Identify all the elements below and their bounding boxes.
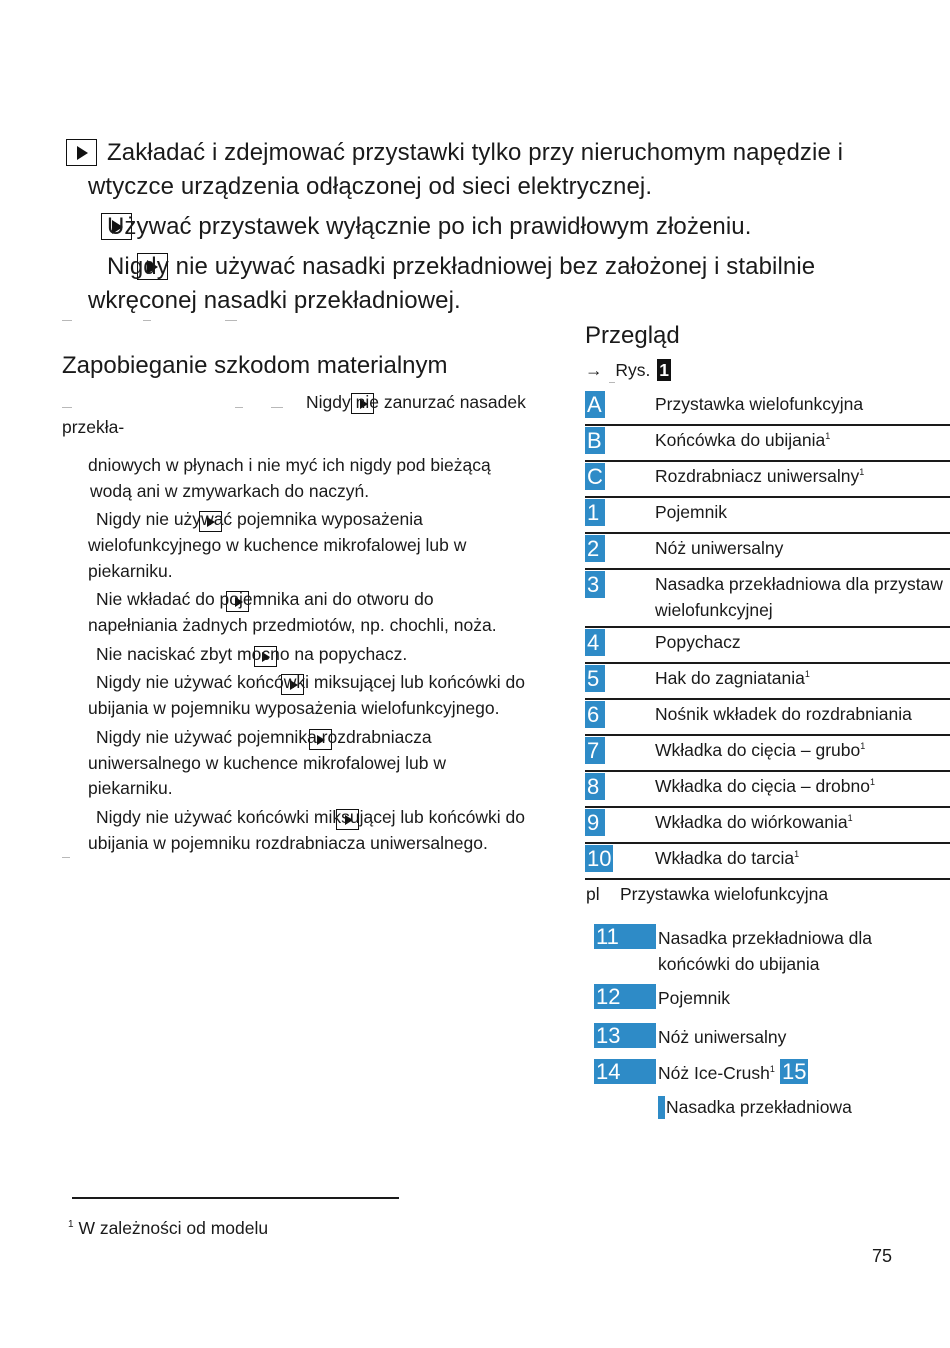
damage-item-text: uniwersalnego w kuchence mikrofalowej lub w [88,753,446,773]
item-badge: 14 [594,1059,656,1084]
footer-lang: pl [586,884,600,904]
overview-row [585,663,950,700]
damage-item-text: Nigdy nie używać pojemnika rozdrabniacza [96,727,432,747]
item-label: Rozdrabniacz uniwersalny$^1$ [655,466,865,486]
item-label: Pojemnik [658,988,730,1008]
item-label: Nasadka przekładniowa [666,1097,852,1117]
item-badge: 11 [594,924,656,949]
overview-row [585,771,950,808]
item-badge: 2 [585,535,605,562]
overview-row [585,807,950,844]
item-label: Nóż Ice-Crush$^1$ [658,1063,775,1083]
warning-1-line1: Zakładać i zdejmować przystawki tylko przy nieruchomym napędzie i [107,139,844,166]
figure-reference [585,357,671,383]
divider-mark [609,382,615,383]
item-label: Nóż uniwersalny [658,1027,787,1047]
item-label: Wkładka do wiórkowania$^1$ [655,812,853,832]
damage-item-text: Nie wkładać do pojemnika ani do otworu do [96,589,434,609]
item-badge: 12 [594,984,656,1009]
overview-row [585,461,950,498]
divider-mark [62,857,70,858]
damage-item-text: ubijania w pojemniku rozdrabniacza uniwersalnego. [88,833,488,853]
item-badge: 1 [585,499,605,526]
damage-item-text: Nigdy nie używać końcówki miksującej lub końcówki do [96,807,525,827]
divider-mark [62,407,72,408]
page-number: 75 [872,1246,893,1266]
overview-row [585,699,950,736]
divider-mark [235,407,243,408]
damage-item-text: Nie naciskać zbyt mocno na popychacz. [96,644,408,664]
section-heading: Zapobieganie szkodom materialnym [62,352,448,379]
item-label: Nasadka przekładniowa dla przystaw wielofunkcyjnej [655,574,943,620]
item-label: Wkładka do cięcia – grubo$^1$ [655,740,866,760]
damage-item-text: wielofunkcyjnego w kuchence mikrofalowej lub w [88,535,467,555]
overview-row [585,843,950,880]
item-badge: 15 [782,1059,807,1084]
item-badge: 13 [594,1023,656,1048]
item-badge: B [585,427,605,454]
item-badge: 7 [585,737,605,764]
item-badge: 6 [585,701,605,728]
footnote-rule [72,1197,399,1199]
item-badge: A [585,391,605,418]
overview-row [585,627,950,664]
overview-row [585,425,950,462]
damage-item-text: piekarniku. [88,561,173,581]
item-badge: C [585,463,605,490]
divider-mark [225,320,237,321]
overview-row [585,735,950,772]
overview-row [585,389,950,426]
item-label: Nóż uniwersalny [655,538,784,558]
item-badge: 9 [585,809,605,836]
item-label: Hak do zagniatania$^1$ [655,668,810,688]
arrow-right-icon: → [585,360,603,380]
figure-ref-number: 1 [659,360,669,380]
divider-mark [62,320,72,321]
item-badge: 3 [585,571,605,598]
damage-item-1-line2: dniowych w płynach i nie myć ich nigdy pod bieżącą [88,455,491,475]
damage-item-text: Nigdy nie używać końcówki miksującej lub końcówki do [96,672,525,692]
item-badge: 4 [585,629,605,656]
item-label: Pojemnik [655,502,727,522]
warning-1-line2: wtyczce urządzenia odłączonej od sieci elektrycznej. [88,173,653,200]
divider-mark [271,407,283,408]
warning-3-line2: wkręconej nasadki przekładniowej. [88,287,461,314]
item-label: Końcówka do ubijania$^1$ [655,430,831,450]
item-label: Nasadka przekładniowa dla końcówki do ubijania [658,928,873,974]
item-marker [658,1096,665,1119]
warning-2-line1: Używać przystawek wyłącznie po ich prawidłowym złożeniu. [107,213,752,240]
damage-item-1-line1: Nigdy nie zanurzać nasadek [306,392,526,412]
divider-mark [143,320,151,321]
footer-title: Przystawka wielofunkcyjna [620,884,829,904]
damage-item-text: ubijania w pojemniku wyposażenia wielofunkcyjnego. [88,698,500,718]
overview-row [585,497,950,534]
damage-item-text: napełniania żadnych przedmiotów, np. chochli, noża. [88,615,497,635]
item-badge: 8 [585,773,605,800]
item-label: Wkładka do tarcia$^1$ [655,848,800,868]
play-icon [66,139,97,166]
overview-heading: Przegląd [585,322,680,349]
damage-item-text: Nigdy nie używać pojemnika wyposażenia [96,509,423,529]
item-badge: 10 [587,846,612,871]
overview-row [585,533,950,570]
figure-ref-label: Rys. [615,360,651,380]
item-badge: 5 [585,665,605,692]
damage-item-1-line3: wodą ani w zmywarkach do naczyń. [90,481,370,501]
warning-3-line1: Nigdy nie używać nasadki przekładniowej bez założonej i stabilnie [107,253,816,280]
footnote: $^1$ W zależności od modelu [68,1218,269,1238]
item-label: Nośnik wkładek do rozdrabniania [655,704,912,724]
item-label: Popychacz [655,632,741,652]
damage-item-1-cont: przekła- [62,417,125,437]
item-label: Wkładka do cięcia – drobno$^1$ [655,776,875,796]
overview-row [585,569,950,628]
item-label: Przystawka wielofunkcyjna [655,394,864,414]
damage-item-text: piekarniku. [88,778,173,798]
